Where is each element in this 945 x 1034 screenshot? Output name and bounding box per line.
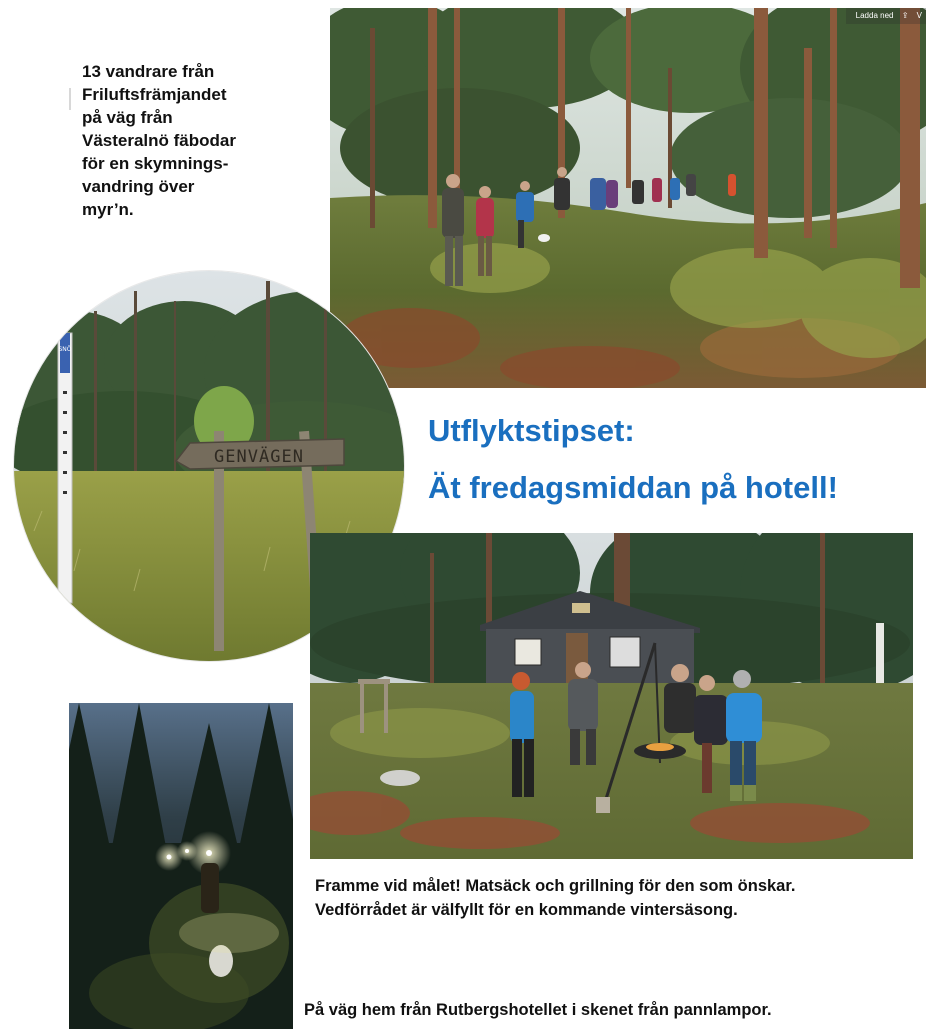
photo-hikers-forest (330, 8, 926, 388)
caption-destination (315, 874, 795, 922)
photo-cabin-grill (310, 533, 913, 859)
caption-line: Framme vid målet! Matsäck och grillning för den som önskar. (315, 877, 796, 895)
marker-post-text: SNÖ (58, 346, 72, 353)
share-icon[interactable]: ⇪ (901, 11, 909, 20)
photo-night-headlamps (69, 703, 293, 1029)
caption-line: vandring över (82, 177, 195, 196)
photo-toolbar-overlay (846, 8, 926, 24)
caption-way-home: På väg hem från Rutbergshotellet i skenet från pannlampor. (304, 1001, 772, 1019)
caption-hikers (82, 60, 282, 221)
caption-line: 13 vandrare från (82, 62, 215, 81)
caption-line: på väg från (82, 108, 173, 127)
headline-tip: Utflyktstipset: (428, 413, 635, 448)
headline-dinner: Ät fredagsmiddan på hotell! (428, 470, 838, 505)
overlay-extra-link[interactable]: V (916, 11, 922, 20)
caption-line: Vedförrådet är välfyllt för en kommande vintersäsong. (315, 901, 738, 919)
caption-bar-decoration (69, 88, 71, 110)
caption-line: för en skymnings- (82, 154, 229, 173)
caption-line: myr’n. (82, 200, 134, 219)
caption-line: Västeralnö fäbodar (82, 131, 236, 150)
caption-line: Friluftsfrämjandet (82, 85, 227, 104)
sign-text: GENVÄGEN (214, 447, 304, 467)
download-link[interactable]: Ladda ned (855, 11, 894, 20)
